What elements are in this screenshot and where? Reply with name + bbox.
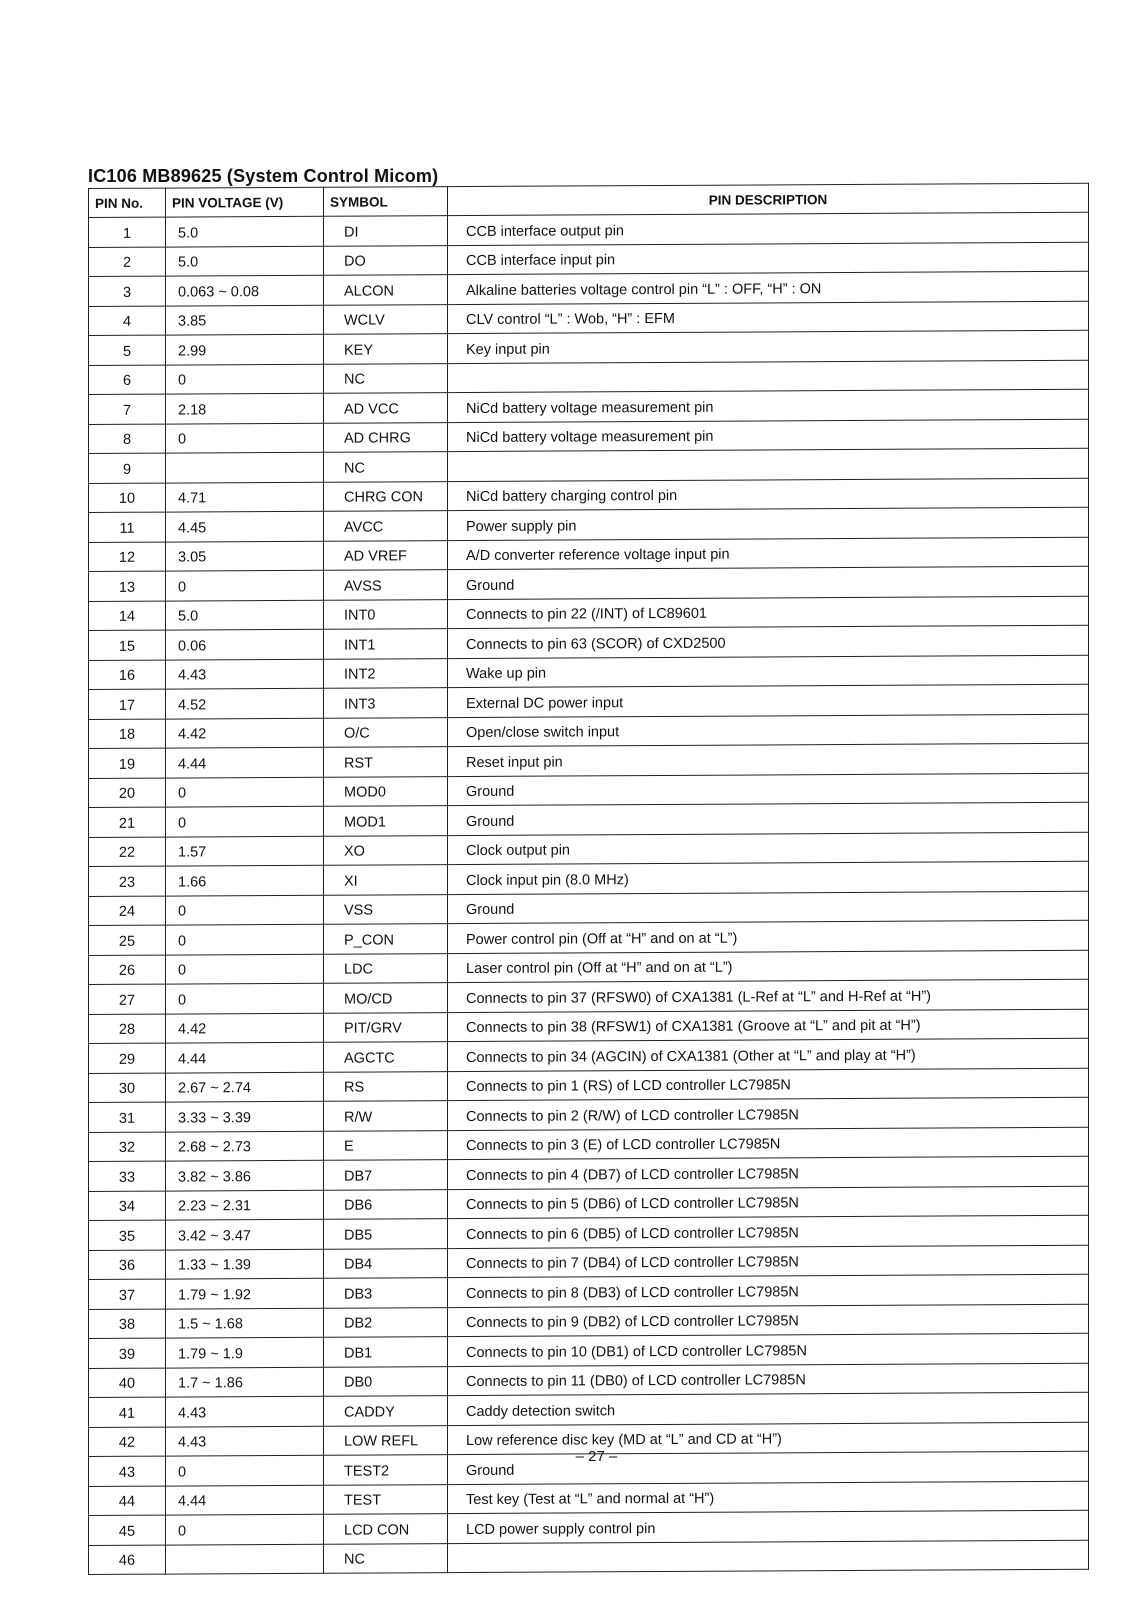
- pin-voltage-cell: 3.82 ~ 3.86: [166, 1160, 324, 1190]
- table-body: [89, 212, 1089, 1574]
- pin-number-cell: 11: [89, 512, 166, 542]
- pin-number-cell: 44: [89, 1486, 166, 1516]
- description-cell: Power supply pin: [448, 507, 1089, 540]
- symbol-cell: AVSS: [324, 570, 448, 600]
- description-cell: NiCd battery voltage measurement pin: [448, 419, 1089, 452]
- pin-voltage-cell: 4.52: [166, 688, 324, 718]
- pin-number-cell: 27: [89, 984, 166, 1014]
- symbol-cell: AD VREF: [324, 540, 448, 570]
- pin-voltage-cell: 1.79 ~ 1.92: [166, 1278, 324, 1308]
- pin-number-cell: 12: [89, 542, 166, 572]
- pin-voltage-cell: 1.7 ~ 1.86: [166, 1367, 324, 1397]
- pin-number-cell: 26: [89, 955, 166, 985]
- description-cell: Low reference disc key (MD at “L” and CD at “H”): [448, 1422, 1089, 1455]
- pin-number-cell: 2: [89, 247, 166, 277]
- pin-number-cell: 38: [89, 1309, 166, 1339]
- pin-number-cell: 9: [89, 453, 166, 483]
- symbol-cell: INT0: [324, 599, 448, 629]
- symbol-cell: CADDY: [324, 1396, 448, 1426]
- pin-voltage-cell: [166, 452, 324, 482]
- pin-number-cell: 33: [89, 1161, 166, 1191]
- symbol-cell: MOD0: [324, 776, 448, 806]
- pin-voltage-cell: 4.43: [166, 1426, 324, 1456]
- description-cell: Connects to pin 7 (DB4) of LCD controller LC7985N: [448, 1245, 1089, 1278]
- description-cell: Ground: [448, 1451, 1089, 1484]
- description-cell: Connects to pin 38 (RFSW1) of CXA1381 (Groove at “L” and pit at “H”): [448, 1009, 1089, 1042]
- header-pin-voltage: PIN VOLTAGE (V): [166, 187, 324, 217]
- pin-voltage-cell: 0: [166, 924, 324, 954]
- pin-number-cell: 4: [89, 306, 166, 336]
- symbol-cell: LDC: [324, 953, 448, 983]
- symbol-cell: R/W: [324, 1101, 448, 1131]
- description-cell: CLV control “L” : Wob, “H” : EFM: [448, 301, 1089, 334]
- description-cell: Ground: [448, 773, 1089, 806]
- pin-voltage-cell: 2.18: [166, 393, 324, 423]
- pin-voltage-cell: 0: [166, 806, 324, 836]
- pin-voltage-cell: 1.66: [166, 865, 324, 895]
- description-cell: Open/close switch input: [448, 714, 1089, 747]
- description-cell: Test key (Test at “L” and normal at “H”): [448, 1481, 1089, 1514]
- pin-number-cell: 16: [89, 660, 166, 690]
- description-cell: [448, 1540, 1089, 1573]
- pin-number-cell: 45: [89, 1515, 166, 1545]
- symbol-cell: DB4: [324, 1248, 448, 1278]
- pin-number-cell: 37: [89, 1279, 166, 1309]
- pin-voltage-cell: 4.43: [166, 1396, 324, 1426]
- pin-number-cell: 19: [89, 748, 166, 778]
- pin-voltage-cell: 4.43: [166, 659, 324, 689]
- description-cell: Connects to pin 3 (E) of LCD controller LC7985N: [448, 1127, 1089, 1160]
- pin-voltage-cell: 2.67 ~ 2.74: [166, 1072, 324, 1102]
- description-cell: [448, 448, 1089, 481]
- pin-number-cell: 34: [89, 1191, 166, 1221]
- pin-number-cell: 17: [89, 689, 166, 719]
- pin-voltage-cell: 3.42 ~ 3.47: [166, 1219, 324, 1249]
- pin-number-cell: 25: [89, 925, 166, 955]
- pin-voltage-cell: 5.0: [166, 600, 324, 630]
- table-row: [89, 1540, 1089, 1575]
- pin-number-cell: 1: [89, 217, 166, 247]
- pin-voltage-cell: 0: [166, 983, 324, 1013]
- description-cell: Laser control pin (Off at “H” and on at “L”): [448, 950, 1089, 983]
- description-cell: Connects to pin 5 (DB6) of LCD controller LC7985N: [448, 1186, 1089, 1219]
- description-cell: Clock output pin: [448, 832, 1089, 865]
- pin-number-cell: 35: [89, 1220, 166, 1250]
- pin-voltage-cell: 5.0: [166, 216, 324, 246]
- description-cell: CCB interface output pin: [448, 212, 1089, 245]
- pin-number-cell: 46: [89, 1545, 166, 1575]
- symbol-cell: XO: [324, 835, 448, 865]
- pin-voltage-cell: 0.06: [166, 629, 324, 659]
- symbol-cell: PIT/GRV: [324, 1012, 448, 1042]
- description-cell: Connects to pin 34 (AGCIN) of CXA1381 (Other at “L” and play at “H”): [448, 1038, 1089, 1071]
- symbol-cell: XI: [324, 865, 448, 895]
- symbol-cell: DB7: [324, 1160, 448, 1190]
- pin-voltage-cell: 2.23 ~ 2.31: [166, 1190, 324, 1220]
- symbol-cell: NC: [324, 452, 448, 482]
- description-cell: Connects to pin 6 (DB5) of LCD controller LC7985N: [448, 1215, 1089, 1248]
- symbol-cell: RST: [324, 747, 448, 777]
- pin-voltage-cell: 3.85: [166, 305, 324, 335]
- pin-number-cell: 29: [89, 1043, 166, 1073]
- symbol-cell: O/C: [324, 717, 448, 747]
- pin-voltage-cell: 3.33 ~ 3.39: [166, 1101, 324, 1131]
- pin-number-cell: 18: [89, 719, 166, 749]
- symbol-cell: WCLV: [324, 304, 448, 334]
- pin-number-cell: 42: [89, 1427, 166, 1457]
- pin-number-cell: 14: [89, 601, 166, 631]
- pin-number-cell: 7: [89, 394, 166, 424]
- pin-number-cell: 32: [89, 1132, 166, 1162]
- pin-voltage-cell: 0: [166, 1455, 324, 1485]
- symbol-cell: AGCTC: [324, 1042, 448, 1072]
- header-symbol: SYMBOL: [324, 187, 448, 217]
- symbol-cell: VSS: [324, 894, 448, 924]
- description-cell: Ground: [448, 891, 1089, 924]
- pin-number-cell: 30: [89, 1073, 166, 1103]
- symbol-cell: DB6: [324, 1189, 448, 1219]
- pin-voltage-cell: 4.44: [166, 1042, 324, 1072]
- description-cell: Connects to pin 37 (RFSW0) of CXA1381 (L-Ref at “L” and H-Ref at “H”): [448, 979, 1089, 1012]
- pin-voltage-cell: 0: [166, 954, 324, 984]
- symbol-cell: AD VCC: [324, 393, 448, 423]
- header-pin-description: PIN DESCRIPTION: [448, 183, 1089, 215]
- pin-number-cell: 31: [89, 1102, 166, 1132]
- symbol-cell: INT3: [324, 688, 448, 718]
- description-cell: LCD power supply control pin: [448, 1510, 1089, 1543]
- description-cell: NiCd battery voltage measurement pin: [448, 389, 1089, 422]
- pin-voltage-cell: 3.05: [166, 541, 324, 571]
- description-cell: Connects to pin 9 (DB2) of LCD controller LC7985N: [448, 1304, 1089, 1337]
- pin-voltage-cell: 1.5 ~ 1.68: [166, 1308, 324, 1338]
- symbol-cell: AVCC: [324, 511, 448, 541]
- symbol-cell: DB1: [324, 1337, 448, 1367]
- symbol-cell: LCD CON: [324, 1514, 448, 1544]
- description-cell: Power control pin (Off at “H” and on at “L”): [448, 920, 1089, 953]
- symbol-cell: INT1: [324, 629, 448, 659]
- symbol-cell: DO: [324, 245, 448, 275]
- pin-number-cell: 23: [89, 866, 166, 896]
- pin-number-cell: 3: [89, 276, 166, 306]
- description-cell: Connects to pin 1 (RS) of LCD controller LC7985N: [448, 1068, 1089, 1101]
- description-cell: Connects to pin 4 (DB7) of LCD controller LC7985N: [448, 1156, 1089, 1189]
- description-cell: Wake up pin: [448, 655, 1089, 688]
- pin-voltage-cell: 0: [166, 423, 324, 453]
- description-cell: Connects to pin 11 (DB0) of LCD controller LC7985N: [448, 1363, 1089, 1396]
- pin-number-cell: 15: [89, 630, 166, 660]
- symbol-cell: MO/CD: [324, 983, 448, 1013]
- description-cell: Connects to pin 63 (SCOR) of CXD2500: [448, 625, 1089, 658]
- pin-voltage-cell: 0: [166, 1514, 324, 1544]
- pin-voltage-cell: [166, 1544, 324, 1574]
- symbol-cell: INT2: [324, 658, 448, 688]
- description-cell: Reset input pin: [448, 743, 1089, 776]
- symbol-cell: AD CHRG: [324, 422, 448, 452]
- description-cell: Key input pin: [448, 330, 1089, 363]
- pin-number-cell: 28: [89, 1014, 166, 1044]
- pin-voltage-cell: 0: [166, 570, 324, 600]
- description-cell: Connects to pin 10 (DB1) of LCD controller LC7985N: [448, 1333, 1089, 1366]
- pin-voltage-cell: 0: [166, 777, 324, 807]
- pin-number-cell: 39: [89, 1338, 166, 1368]
- description-cell: Ground: [448, 566, 1089, 599]
- description-cell: A/D converter reference voltage input pin: [448, 537, 1089, 570]
- description-cell: Ground: [448, 802, 1089, 835]
- symbol-cell: KEY: [324, 334, 448, 364]
- pin-number-cell: 20: [89, 778, 166, 808]
- description-cell: Connects to pin 8 (DB3) of LCD controller LC7985N: [448, 1274, 1089, 1307]
- pin-number-cell: 6: [89, 365, 166, 395]
- symbol-cell: TEST2: [324, 1455, 448, 1485]
- symbol-cell: LOW REFL: [324, 1425, 448, 1455]
- description-cell: Connects to pin 2 (R/W) of LCD controller LC7985N: [448, 1097, 1089, 1130]
- pin-number-cell: 8: [89, 424, 166, 454]
- pin-voltage-cell: 4.42: [166, 718, 324, 748]
- pin-voltage-cell: 4.44: [166, 1485, 324, 1515]
- page-title: IC106 MB89625 (System Control Micom): [88, 166, 439, 186]
- pin-voltage-cell: 2.68 ~ 2.73: [166, 1131, 324, 1161]
- pin-number-cell: 22: [89, 837, 166, 867]
- pin-number-cell: 41: [89, 1397, 166, 1427]
- symbol-cell: MOD1: [324, 806, 448, 836]
- symbol-cell: E: [324, 1130, 448, 1160]
- symbol-cell: NC: [324, 1543, 448, 1573]
- symbol-cell: DB2: [324, 1307, 448, 1337]
- symbol-cell: NC: [324, 363, 448, 393]
- pin-voltage-cell: 0: [166, 895, 324, 925]
- symbol-cell: RS: [324, 1071, 448, 1101]
- description-cell: Connects to pin 22 (/INT) of LC89601: [448, 596, 1089, 629]
- description-cell: Alkaline batteries voltage control pin “L” : OFF, “H” : ON: [448, 271, 1089, 304]
- pin-voltage-cell: 0: [166, 364, 324, 394]
- symbol-cell: DI: [324, 216, 448, 246]
- symbol-cell: DB5: [324, 1219, 448, 1249]
- pin-number-cell: 24: [89, 896, 166, 926]
- pin-voltage-cell: 5.0: [166, 246, 324, 276]
- symbol-cell: DB3: [324, 1278, 448, 1308]
- symbol-cell: ALCON: [324, 275, 448, 305]
- pin-voltage-cell: 4.71: [166, 482, 324, 512]
- pin-voltage-cell: 1.79 ~ 1.9: [166, 1337, 324, 1367]
- pin-voltage-cell: 1.57: [166, 836, 324, 866]
- description-cell: [448, 360, 1089, 393]
- symbol-cell: CHRG CON: [324, 481, 448, 511]
- pin-number-cell: 13: [89, 571, 166, 601]
- symbol-cell: DB0: [324, 1366, 448, 1396]
- pin-voltage-cell: 4.42: [166, 1013, 324, 1043]
- page-number: – 27 –: [575, 1448, 618, 1465]
- header-pin-no: PIN No.: [89, 188, 166, 217]
- description-cell: NiCd battery charging control pin: [448, 478, 1089, 511]
- symbol-cell: P_CON: [324, 924, 448, 954]
- description-cell: External DC power input: [448, 684, 1089, 717]
- symbol-cell: TEST: [324, 1484, 448, 1514]
- pin-number-cell: 21: [89, 807, 166, 837]
- description-cell: CCB interface input pin: [448, 242, 1089, 275]
- pin-number-cell: 10: [89, 483, 166, 513]
- pin-voltage-cell: 4.45: [166, 511, 324, 541]
- pin-voltage-cell: 0.063 ~ 0.08: [166, 275, 324, 305]
- pin-voltage-cell: 2.99: [166, 334, 324, 364]
- pin-number-cell: 5: [89, 335, 166, 365]
- description-cell: Clock input pin (8.0 MHz): [448, 861, 1089, 894]
- pin-number-cell: 36: [89, 1250, 166, 1280]
- pin-number-cell: 43: [89, 1456, 166, 1486]
- pin-voltage-cell: 4.44: [166, 747, 324, 777]
- pin-table: [88, 183, 1089, 1575]
- description-cell: Caddy detection switch: [448, 1392, 1089, 1425]
- pin-voltage-cell: 1.33 ~ 1.39: [166, 1249, 324, 1279]
- pin-number-cell: 40: [89, 1368, 166, 1398]
